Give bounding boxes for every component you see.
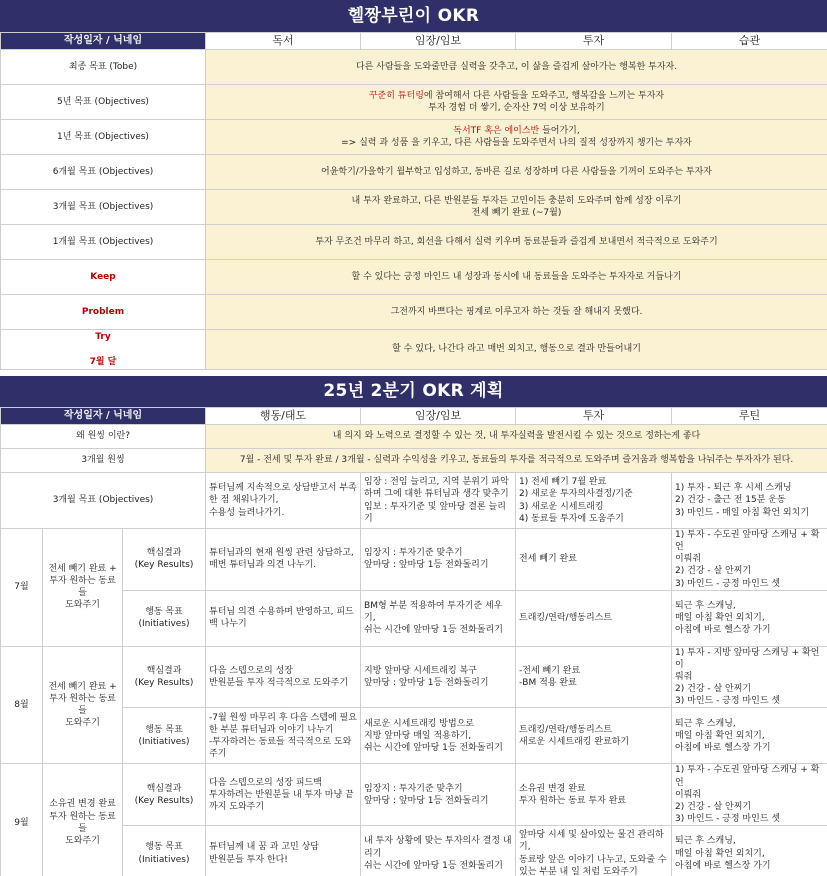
okr-table [0, 32, 827, 370]
kr-invest: 소유권 변경 완료 투자 원하는 동료 투자 완료 [516, 764, 672, 826]
plan-table [0, 407, 827, 876]
header-reading: 독서 [206, 33, 361, 50]
plan-row-objectives [1, 473, 827, 529]
ini-action: 튜터님께 내 꿈 과 고민 상담 반원분들 투자 한다! [206, 826, 361, 876]
row-text: 어윤학기/가을학기 월부학고 입성하고, 동바른 길로 성장하며 다른 사람들을 기꺼이 도와주는 투자자 [206, 155, 827, 190]
kr-invest: 전세 빼기 완료 [516, 529, 672, 591]
header-invest: 투자 [516, 33, 672, 50]
kr-imjang: 임장지 : 투자기준 맞추기 앞마당 : 앞마당 1등 전화돌리기 [361, 529, 516, 591]
try-label: Try 7월 달 [1, 330, 206, 370]
kr-routine: 1) 투자 - 지방 앞마당 스캐닝 + 확언 이 뤄줘 2) 건강 - 살 안찌기 3) 마인드 - 긍정 마인드 셋 [672, 646, 827, 708]
ini-label: 행동 목표 (Initiatives) [123, 826, 206, 876]
ini-label: 행동 목표 (Initiatives) [123, 708, 206, 764]
okr-header-row [1, 33, 827, 50]
obj-invest: 1) 전세 빼기 7월 완료 2) 새로운 투자의사결정/기준 3) 새로운 시세트래킹 4) 동료들 투자에 도움주기 [516, 473, 672, 529]
plan-row-onething [1, 449, 827, 473]
body-text: 들어가기, => 실력 과 성품 을 키우고, 다른 사람들을 도와주면서 나의 질적 성장까지 챙기는 투자자 [341, 125, 692, 148]
header-author: 작성일자 / 닉네임 [1, 408, 206, 425]
row-label: 5년 목표 (Objectives) [1, 85, 206, 120]
okr-row-6m [1, 155, 827, 190]
row-text: 다른 사람들을 도와줄만큼 실력을 갖추고, 이 삶을 즐겁게 살아가는 행복한 투자자. [206, 50, 827, 85]
kr-routine: 1) 투자 - 수도권 앞마당 스캐닝 + 확언 이뤄줘 2) 건강 - 살 안찌기 3) 마인드 - 긍정 마인드 셋 [672, 529, 827, 591]
obj-imjang: 임장 : 전임 늘리고, 지역 분위기 파악하며 그에 대한 튜터님과 생각 맞추기 임보 : 투자기준 및 앞마당 결론 늘리기 [361, 473, 516, 529]
kr-label: 핵심결과 (Key Results) [123, 646, 206, 708]
month-row-kr [1, 764, 827, 826]
header-action: 행동/태도 [206, 408, 361, 425]
body-text: 에 참여해서 다른 사람들을 도와주고, 행복감을 느끼는 투자자 투자 경험 더 쌓기, 순자산 7억 이상 보유하기 [423, 90, 665, 113]
ini-invest: 트래킹/연락/행동리스트 [516, 590, 672, 646]
okr-row-keep [1, 260, 827, 295]
header-invest: 투자 [516, 408, 672, 425]
ini-imjang: 내 투자 상황에 맞는 투자의사 결정 내리기 쉬는 시간에 앞마당 1등 전화돌리기 [361, 826, 516, 876]
row-text: 투자 무조건 마무리 하고, 회선을 다해서 실력 키우며 동료분들과 즐겁게 보내면서 적극적으로 도와주기 [206, 225, 827, 260]
ini-imjang: 새로운 시세트래킹 방법으로 지방 앞마당 매일 적용하기, 쉬는 시간에 앞마당 1등 전화돌리기 [361, 708, 516, 764]
row-text: 그전까지 바쁘다는 핑계로 이루고자 하는 것들 잘 해내지 못했다. [206, 295, 827, 330]
header-author: 작성일자 / 닉네임 [1, 33, 206, 50]
obj-action: 튜터님께 지속적으로 상담받고서 부족한 점 채워나가기, 수용성 늘려나가기. [206, 473, 361, 529]
header-routine: 루틴 [672, 408, 827, 425]
plan-row-why [1, 425, 827, 449]
month-goal: 소유권 변경 완료 투자 원하는 동료들 도와주기 [43, 764, 123, 876]
row-label: 1개월 목표 (Objectives) [1, 225, 206, 260]
kr-action: 튜터님과의 현재 원씽 관련 상담하고, 매번 튜터님과 의견 나누기. [206, 529, 361, 591]
row-text [206, 85, 827, 120]
ini-routine: 퇴근 후 스캐닝, 매일 아침 확언 외치기, 아침에 바로 헬스장 가기 [672, 590, 827, 646]
obj-routine: 1) 투자 - 퇴근 후 시세 스캐닝 2) 건강 - 출근 전 15분 운동 3) 마인드 - 매일 아침 확언 외치기 [672, 473, 827, 529]
row-label: 최종 목표 (Tobe) [1, 50, 206, 85]
header-habit: 습관 [672, 33, 827, 50]
month-label: 9월 [1, 764, 43, 876]
ini-action: -7월 원씽 마무리 후 다음 스텝에 필요한 부분 튜터님과 이야기 나누기 -투자하려는 동료들 적극적으로 도와주기 [206, 708, 361, 764]
highlight-text: 독서TF 혹은 에이스반 [453, 125, 540, 136]
why-label: 왜 원씽 이란? [1, 425, 206, 449]
row-label: 3개월 목표 (Objectives) [1, 190, 206, 225]
plan-header-row [1, 408, 827, 425]
onething-label: 3개월 원씽 [1, 449, 206, 473]
month-row-ini [1, 590, 827, 646]
month-row-kr [1, 646, 827, 708]
kr-routine: 1) 투자 - 수도권 앞마당 스캐닝 + 확언 이뤄줘 2) 건강 - 살 안찌기 3) 마인드 - 긍정 마인드 셋 [672, 764, 827, 826]
okr-row-final [1, 50, 827, 85]
objectives-label: 3개월 목표 (Objectives) [1, 473, 206, 529]
header-imjang: 임장/임보 [361, 33, 516, 50]
kr-action: 다음 스텝으로의 성장 피드백 투자하려는 반원분들 내 투자 마냥 끝까지 도와주기 [206, 764, 361, 826]
row-text: 할 수 있다는 긍정 마인드 내 성장과 동시에 내 동료들을 도와주는 투자자로 거듭나기 [206, 260, 827, 295]
ini-routine: 퇴근 후 스캐닝, 매일 아침 확언 외치기, 아침에 바로 헬스장 가기 [672, 708, 827, 764]
problem-label: Problem [1, 295, 206, 330]
keep-label: Keep [1, 260, 206, 295]
okr-row-1m [1, 225, 827, 260]
kr-action: 다음 스텝으로의 성장 반원분들 투자 적극적으로 도와주기 [206, 646, 361, 708]
kr-invest: -전세 빼기 완료 -BM 적용 완료 [516, 646, 672, 708]
ini-label: 행동 목표 (Initiatives) [123, 590, 206, 646]
ini-imjang: BM형 부분 적용하여 투자기준 세우기, 쉬는 시간에 앞마당 1등 전화돌리기 [361, 590, 516, 646]
plan-title: 25년 2분기 OKR 계획 [0, 376, 827, 407]
ini-invest: 트래킹/연락/행동리스트 새로운 시세트래킹 완료하기 [516, 708, 672, 764]
highlight-text: 꾸준히 튜터링 [368, 90, 424, 101]
ini-action: 튜터님 의견 수용하며 반영하고, 피드백 나누기 [206, 590, 361, 646]
why-text: 내 의지 와 노력으로 결정할 수 있는 것, 내 투자실력을 발전시킬 수 있는 것으로 정하는게 좋다 [206, 425, 827, 449]
okr-title: 헬짱부린이 OKR [0, 0, 827, 32]
month-label: 8월 [1, 646, 43, 764]
month-row-kr [1, 529, 827, 591]
row-text [206, 120, 827, 155]
okr-row-try [1, 330, 827, 370]
header-imjang: 임장/임보 [361, 408, 516, 425]
month-row-ini [1, 708, 827, 764]
kr-imjang: 지방 앞마당 시세트래킹 복구 앞마당 : 앞마당 1등 전화돌리기 [361, 646, 516, 708]
kr-imjang: 임장지 : 투자기준 맞추기 앞마당 : 앞마당 1등 전화돌리기 [361, 764, 516, 826]
ini-routine: 퇴근 후 스캐닝, 매일 아침 확언 외치기, 아침에 바로 헬스장 가기 [672, 826, 827, 876]
okr-row-5y [1, 85, 827, 120]
kr-label: 핵심결과 (Key Results) [123, 529, 206, 591]
month-label: 7월 [1, 529, 43, 647]
row-label: 1년 목표 (Objectives) [1, 120, 206, 155]
okr-row-problem [1, 295, 827, 330]
row-text: 내 투자 완료하고, 다른 반원분들 투자든 고민이든 충분히 도와주며 함께 성장 이루기 전세 빼기 완료 (~7월) [206, 190, 827, 225]
okr-row-1y [1, 120, 827, 155]
month-goal: 전세 빼기 완료 + 투자 원하는 동료들 도와주기 [43, 646, 123, 764]
row-label: 6개월 목표 (Objectives) [1, 155, 206, 190]
row-text: 할 수 있다, 나간다 라고 매번 외치고, 행동으로 결과 만들어내기 [206, 330, 827, 370]
ini-invest: 앞마당 시세 및 살아있는 물건 관리하기, 동료랑 앞은 이야기 나누고, 도와줄 수 있는 부분 내 일 처럼 도와주기 [516, 826, 672, 876]
kr-label: 핵심결과 (Key Results) [123, 764, 206, 826]
onething-text: 7월 - 전세 및 투자 완료 / 3개월 - 실력과 수익성을 키우고, 동료들의 투자를 적극적으로 도와주며 즐거움과 행복함을 나눠주는 투자자가 된다. [206, 449, 827, 473]
okr-row-3m [1, 190, 827, 225]
month-goal: 전세 빼기 완료 + 투자 원하는 동료들 도와주기 [43, 529, 123, 647]
month-row-ini [1, 826, 827, 876]
